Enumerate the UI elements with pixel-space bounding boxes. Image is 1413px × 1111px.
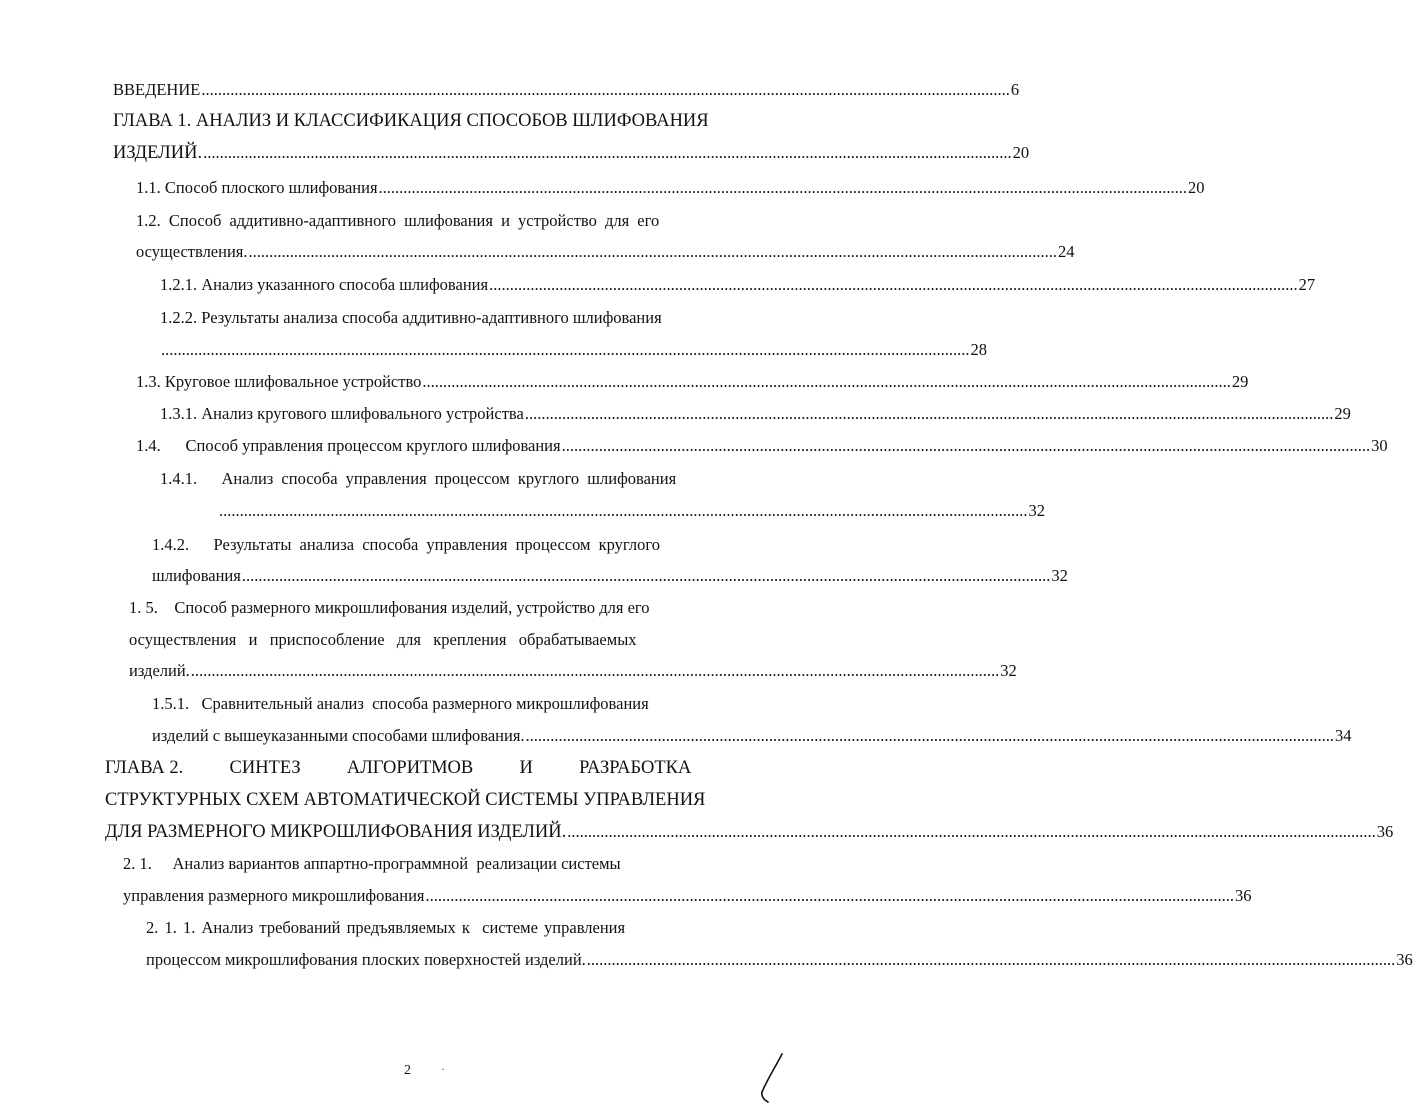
toc-entry (160, 404, 1351, 424)
toc-entry-title: изделий с вышеуказанными способами шлифования. (152, 726, 525, 745)
dot-leader: .................................................................................................................................................................................................... (241, 566, 1051, 585)
toc-entry-line (160, 469, 737, 489)
toc-entry-title: 2. 1. 1. Анализ требований предъявляемых к системе управления (146, 918, 626, 937)
dot-leader: .................................................................................................................................................................................................... (378, 178, 1188, 197)
toc-entry-page: 24 (1058, 242, 1075, 261)
toc-entry-page: 6 (1010, 80, 1020, 99)
dot-leader: .................................................................................................................................................................................................... (489, 275, 1298, 294)
toc-entry-title: 1.1. Способ плоского шлифования (136, 178, 378, 197)
toc-entry-page: 32 (1028, 501, 1045, 520)
dot-leader: .................................................................................................................................................................................................... (203, 143, 1012, 162)
chapter-heading-line (113, 111, 737, 132)
toc-entry-title: 1.4.2. Результаты анализа способа управления процессом круглого (152, 535, 660, 554)
toc-entry-page: 36 (1235, 886, 1252, 905)
scan-speck: · (441, 1062, 445, 1076)
dot-leader: .................................................................................................................................................................................................... (567, 822, 1376, 841)
page-number: 2 (404, 1063, 411, 1078)
toc-entry-title: ДЛЯ РАЗМЕРНОГО МИКРОШЛИФОВАНИЯ ИЗДЕЛИЙ. (105, 822, 567, 842)
toc-entry-line (136, 211, 737, 231)
toc-entry-title: 1. 5. Способ размерного микрошлифования изделий, устройство для его (129, 598, 650, 617)
toc-entry (136, 372, 1249, 392)
toc-entry-title: ВВЕДЕНИЕ (113, 80, 201, 99)
toc-entry-title: управления размерного микрошлифования (123, 886, 425, 905)
toc-entry-line (123, 854, 737, 874)
chapter-heading-line (105, 790, 737, 811)
toc-entry (218, 501, 1045, 521)
toc-entry-title: осуществления. (136, 242, 248, 261)
dot-leader: .................................................................................................................................................................................................... (525, 726, 1335, 745)
toc-entry (113, 143, 1030, 164)
toc-entry-title: 1.5.1. Сравнительный анализ способа размерного микрошлифования (152, 694, 649, 713)
toc-entry-title: ИЗДЕЛИЙ. (113, 143, 203, 163)
toc-entry-line (129, 598, 737, 618)
dot-leader: .................................................................................................................................................................................................... (561, 436, 1371, 455)
dot-leader: .................................................................................................................................................................................................... (422, 372, 1231, 391)
toc-entry-page: 28 (970, 340, 987, 359)
toc-entry (136, 242, 1075, 262)
toc-entry-title: 1.3.1. Анализ кругового шлифовального устройства (160, 404, 524, 423)
toc-entry-page: 29 (1334, 404, 1351, 423)
toc-entry-title: 1.3. Круговое шлифовальное устройство (136, 372, 422, 391)
toc-entry-page: 20 (1012, 143, 1030, 162)
toc-entry-title: 1.4. Способ управления процессом круглого шлифования (136, 436, 561, 455)
toc-entry-title: изделий. (129, 661, 190, 680)
toc-entry-page: 36 (1376, 822, 1394, 841)
toc-entry-title: шлифования (152, 566, 241, 585)
toc-entry (113, 80, 1020, 100)
toc-entry-page: 30 (1371, 436, 1388, 455)
toc-entry-page: 27 (1298, 275, 1316, 294)
dot-leader: .................................................................................................................................................................................................... (586, 950, 1396, 969)
toc-entry (160, 275, 1316, 295)
toc-entry (136, 436, 1388, 456)
toc-entry-line (152, 694, 737, 714)
toc-entry (146, 950, 1413, 970)
dot-leader: .................................................................................................................................................................................................... (425, 886, 1234, 905)
toc-entry-title: 1.4.1. Анализ способа управления процессом круглого шлифования (160, 469, 677, 488)
toc-entry-title: СТРУКТУРНЫХ СХЕМ АВТОМАТИЧЕСКОЙ СИСТЕМЫ УПРАВЛЕНИЯ (105, 790, 706, 810)
dot-leader: .................................................................................................................................................................................................... (219, 501, 1028, 520)
toc-entry-title: 1.2.2. Результаты анализа способа аддитивно-адаптивного шлифования (160, 308, 662, 327)
toc-entry (129, 661, 1017, 681)
dot-leader: .................................................................................................................................................................................................... (190, 661, 1000, 680)
toc-entry-page: 32 (1000, 661, 1017, 680)
toc-entry (123, 886, 1252, 906)
toc-entry (160, 340, 987, 360)
toc-entry-title: осуществления и приспособление для крепления обрабатываемых (129, 630, 637, 649)
toc-entry-page: 20 (1188, 178, 1205, 197)
toc-entry-page: 34 (1335, 726, 1352, 745)
toc-entry-page: 29 (1231, 372, 1249, 391)
dot-leader: .................................................................................................................................................................................................... (248, 242, 1057, 261)
toc-entry-title: процессом микрошлифования плоских поверхностей изделий. (146, 950, 586, 969)
dot-leader: .................................................................................................................................................................................................... (161, 340, 970, 359)
dot-leader: .................................................................................................................................................................................................... (201, 80, 1010, 99)
toc-entry-line (129, 630, 737, 650)
dot-leader: .................................................................................................................................................................................................... (524, 404, 1334, 423)
toc-entry-title: 1.2. Способ аддитивно-адаптивного шлифования и устройство для его (136, 211, 660, 230)
chapter-heading-line (105, 758, 737, 779)
toc-entry-title: ГЛАВА 2. СИНТЕЗ АЛГОРИТМОВ И РАЗРАБОТКА (105, 758, 692, 778)
toc-entry-page: 36 (1396, 950, 1413, 969)
toc-entry (105, 822, 1394, 843)
pen-stroke-mark (756, 1052, 786, 1104)
toc-entry-title: 2. 1. Анализ вариантов аппартно-программной реализации системы (123, 854, 621, 873)
toc-entry-line (146, 918, 737, 938)
toc-entry-title: 1.2.1. Анализ указанного способа шлифования (160, 275, 489, 294)
toc-entry-page: 32 (1051, 566, 1068, 585)
toc-entry-title: ГЛАВА 1. АНАЛИЗ И КЛАССИФИКАЦИЯ СПОСОБОВ ШЛИФОВАНИЯ (113, 111, 709, 131)
toc-entry-line (152, 535, 737, 555)
toc-entry (152, 726, 1352, 746)
toc-entry (136, 178, 1205, 198)
toc-entry (152, 566, 1068, 586)
toc-entry-line (160, 308, 737, 328)
